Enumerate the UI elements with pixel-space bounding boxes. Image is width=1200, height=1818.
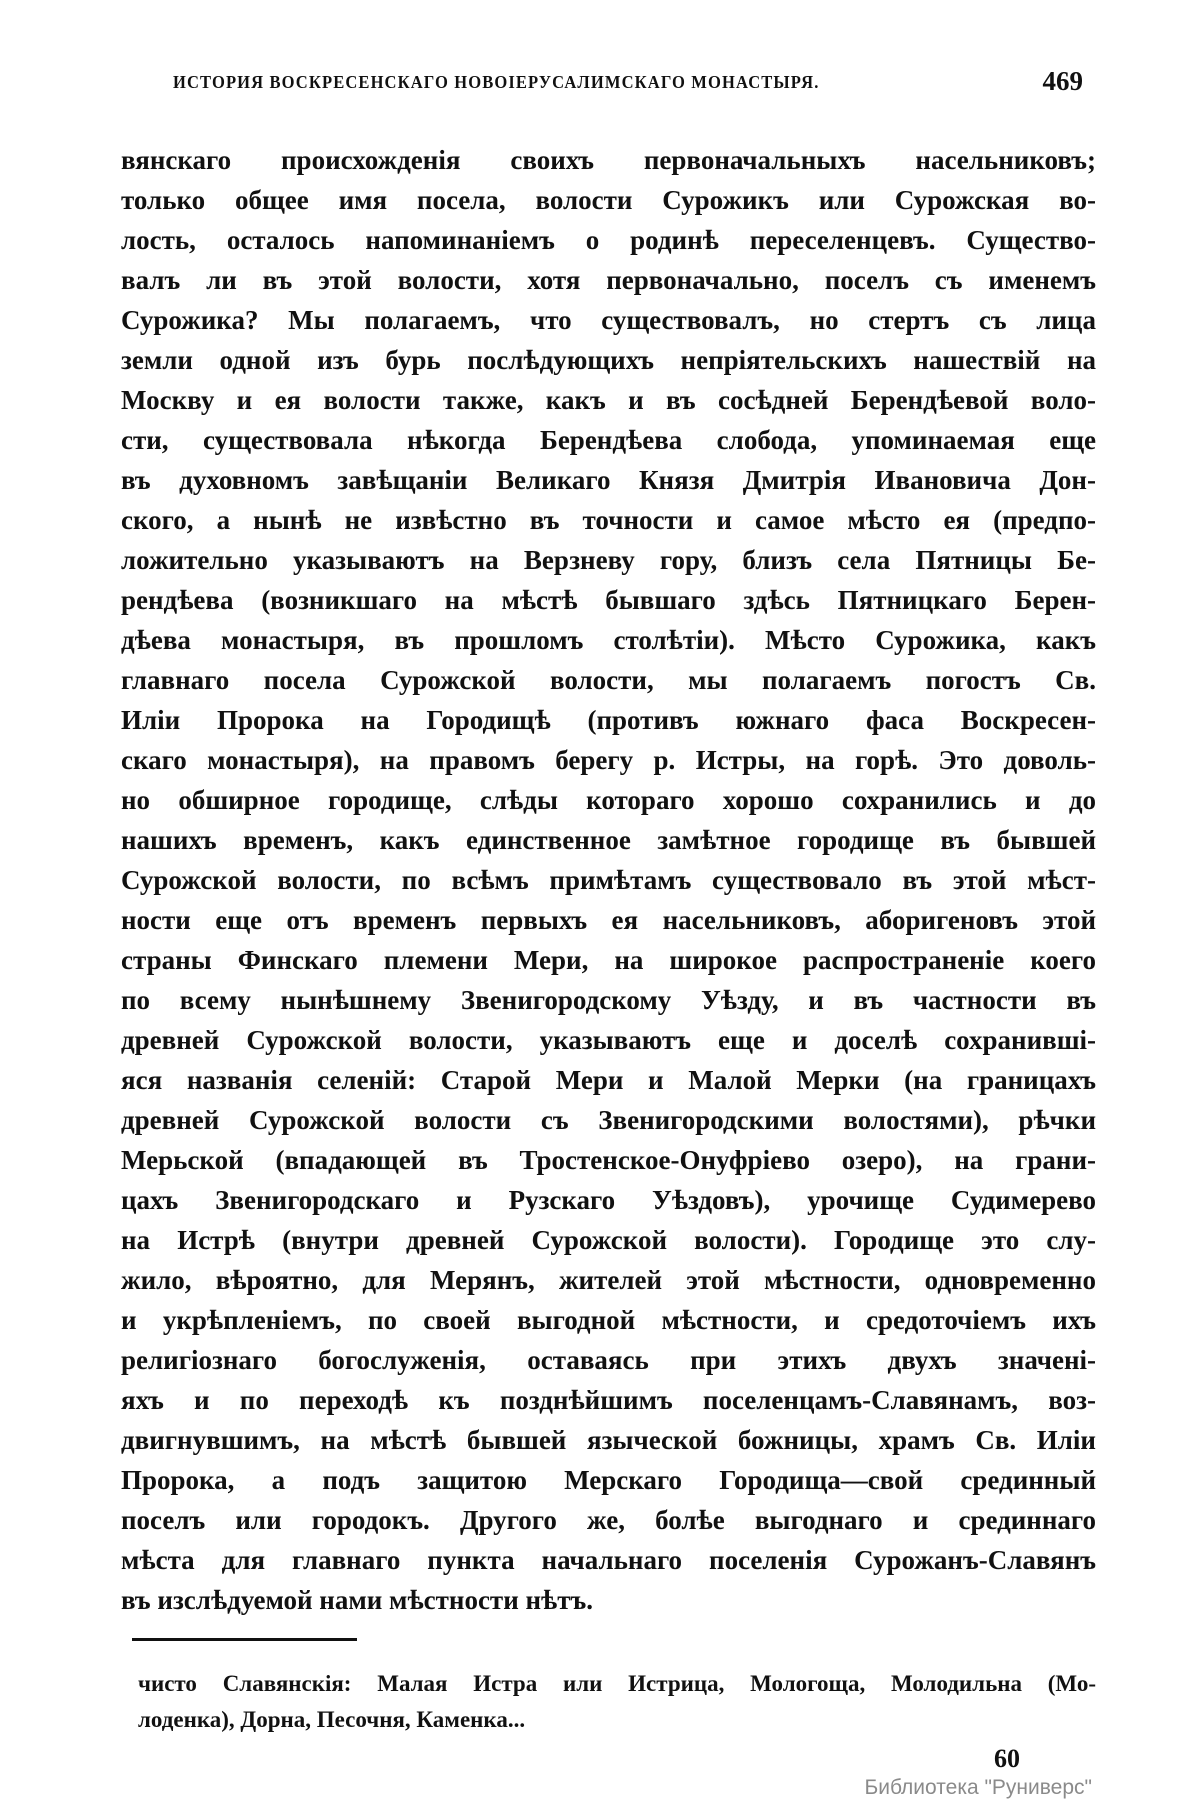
text-line: сти, существовала нѣкогда Берендѣева слобода, упоминаемая еще <box>121 425 1096 455</box>
text-line: скаго монастыря), на правомъ берегу р. Истры, на горѣ. Это доволь- <box>121 745 1096 775</box>
text-line: поселъ или городокъ. Другого же, болѣе выгоднаго и срединнаго <box>121 1505 1096 1535</box>
text-line: главнаго посела Сурожской волости, мы полагаемъ погостъ Св. <box>121 665 1096 695</box>
text-line: рендѣева (возникшаго на мѣстѣ бывшаго здѣсь Пятницкаго Берен- <box>121 585 1096 615</box>
text-line: дѣева монастыря, въ прошломъ столѣтіи). Мѣсто Сурожика, какъ <box>121 625 1096 655</box>
text-line: древней Сурожской волости, указываютъ еще и доселѣ сохранивші- <box>121 1025 1096 1055</box>
text-line: ности еще отъ временъ первыхъ ея насельниковъ, аборигеновъ этой <box>121 905 1096 935</box>
text-line: двигнувшимъ, на мѣстѣ бывшей языческой божницы, храмъ Св. Иліи <box>121 1425 1096 1455</box>
text-line: земли одной изъ бурь послѣдующихъ непріятельскихъ нашествій на <box>121 345 1096 375</box>
text-line: страны Финскаго племени Мери, на широкое распространеніе коего <box>121 945 1096 975</box>
library-watermark: Библиотека "Руниверс" <box>864 1776 1092 1799</box>
text-line: въ изслѣдуемой нами мѣстности нѣтъ. <box>121 1585 594 1615</box>
text-line: вянскаго происхожденія своихъ первоначальныхъ насельниковъ; <box>121 145 1096 175</box>
text-line: Сурожской волости, по всѣмъ примѣтамъ существовало въ этой мѣст- <box>121 865 1096 895</box>
text-line: яся названія селеній: Старой Мери и Малой Мерки (на границахъ <box>121 1065 1096 1095</box>
text-line: мѣста для главнаго пункта начальнаго поселенія Сурожанъ-Славянъ <box>121 1545 1096 1575</box>
text-line: лость, осталось напоминаніемъ о родинѣ переселенцевъ. Существо- <box>121 225 1096 255</box>
text-line: ложительно указываютъ на Верзневу гору, близъ села Пятницы Бе- <box>121 545 1096 575</box>
text-line: яхъ и по переходѣ къ позднѣйшимъ поселенцамъ-Славянамъ, воз- <box>121 1385 1096 1415</box>
text-line: Москву и ея волости также, какъ и въ сосѣдней Берендѣевой воло- <box>121 385 1096 415</box>
text-line: на Истрѣ (внутри древней Сурожской волости). Городище это слу- <box>121 1225 1096 1255</box>
text-line: ского, а нынѣ не извѣстно въ точности и самое мѣсто ея (предпо- <box>121 505 1096 535</box>
text-line: жило, вѣроятно, для Мерянъ, жителей этой мѣстности, одновременно <box>121 1265 1096 1295</box>
text-line: Сурожика? Мы полагаемъ, что существовалъ, но стертъ съ лица <box>121 305 1096 335</box>
text-line: только общее имя посела, волости Сурожикъ или Сурожская во- <box>121 185 1096 215</box>
text-line: и укрѣпленіемъ, по своей выгодной мѣстности, и средоточіемъ ихъ <box>121 1305 1096 1335</box>
text-line: по всему нынѣшнему Звенигородскому Уѣзду, и въ частности въ <box>121 985 1096 1015</box>
text-line: Пророка, а подъ защитою Мерскаго Городища—свой срединный <box>121 1465 1096 1495</box>
page-number: 469 <box>1042 66 1083 96</box>
footnote-divider <box>132 1638 357 1641</box>
footnote <box>138 1666 1096 1738</box>
text-line: валъ ли въ этой волости, хотя первоначально, поселъ съ именемъ <box>121 265 1096 295</box>
text-line: въ духовномъ завѣщаніи Великаго Князя Дмитрія Ивановича Дон- <box>121 465 1096 495</box>
footnote-line: чисто Славянскія: Малая Истра или Истрица, Мологоща, Молодильна (Мо- <box>138 1671 1096 1696</box>
footnote-line: лоденка), Дорна, Песочня, Каменка... <box>138 1707 526 1732</box>
text-line: нашихъ временъ, какъ единственное замѣтное городище въ бывшей <box>121 825 1096 855</box>
text-line: древней Сурожской волости съ Звенигородскими волостями), рѣчки <box>121 1105 1096 1135</box>
text-line: но обширное городище, слѣды котораго хорошо сохранились и до <box>121 785 1096 815</box>
signature-mark: 60 <box>994 1744 1020 1773</box>
text-line: религіознаго богослуженія, оставаясь при этихъ двухъ значені- <box>121 1345 1096 1375</box>
running-title: ИСТОРИЯ ВОСКРЕСЕНСКАГО НОВОІЕРУСАЛИМСКАГО МОНАСТЫРЯ. <box>173 72 820 92</box>
body-text <box>121 140 1096 1620</box>
running-header <box>173 66 1083 102</box>
text-line: Иліи Пророка на Городищѣ (противъ южнаго фаса Воскресен- <box>121 705 1096 735</box>
text-line: цахъ Звенигородскаго и Рузскаго Уѣздовъ), урочище Судимерево <box>121 1185 1096 1215</box>
text-line: Мерьской (впадающей въ Тростенское-Онуфріево озеро), на грани- <box>121 1145 1096 1175</box>
